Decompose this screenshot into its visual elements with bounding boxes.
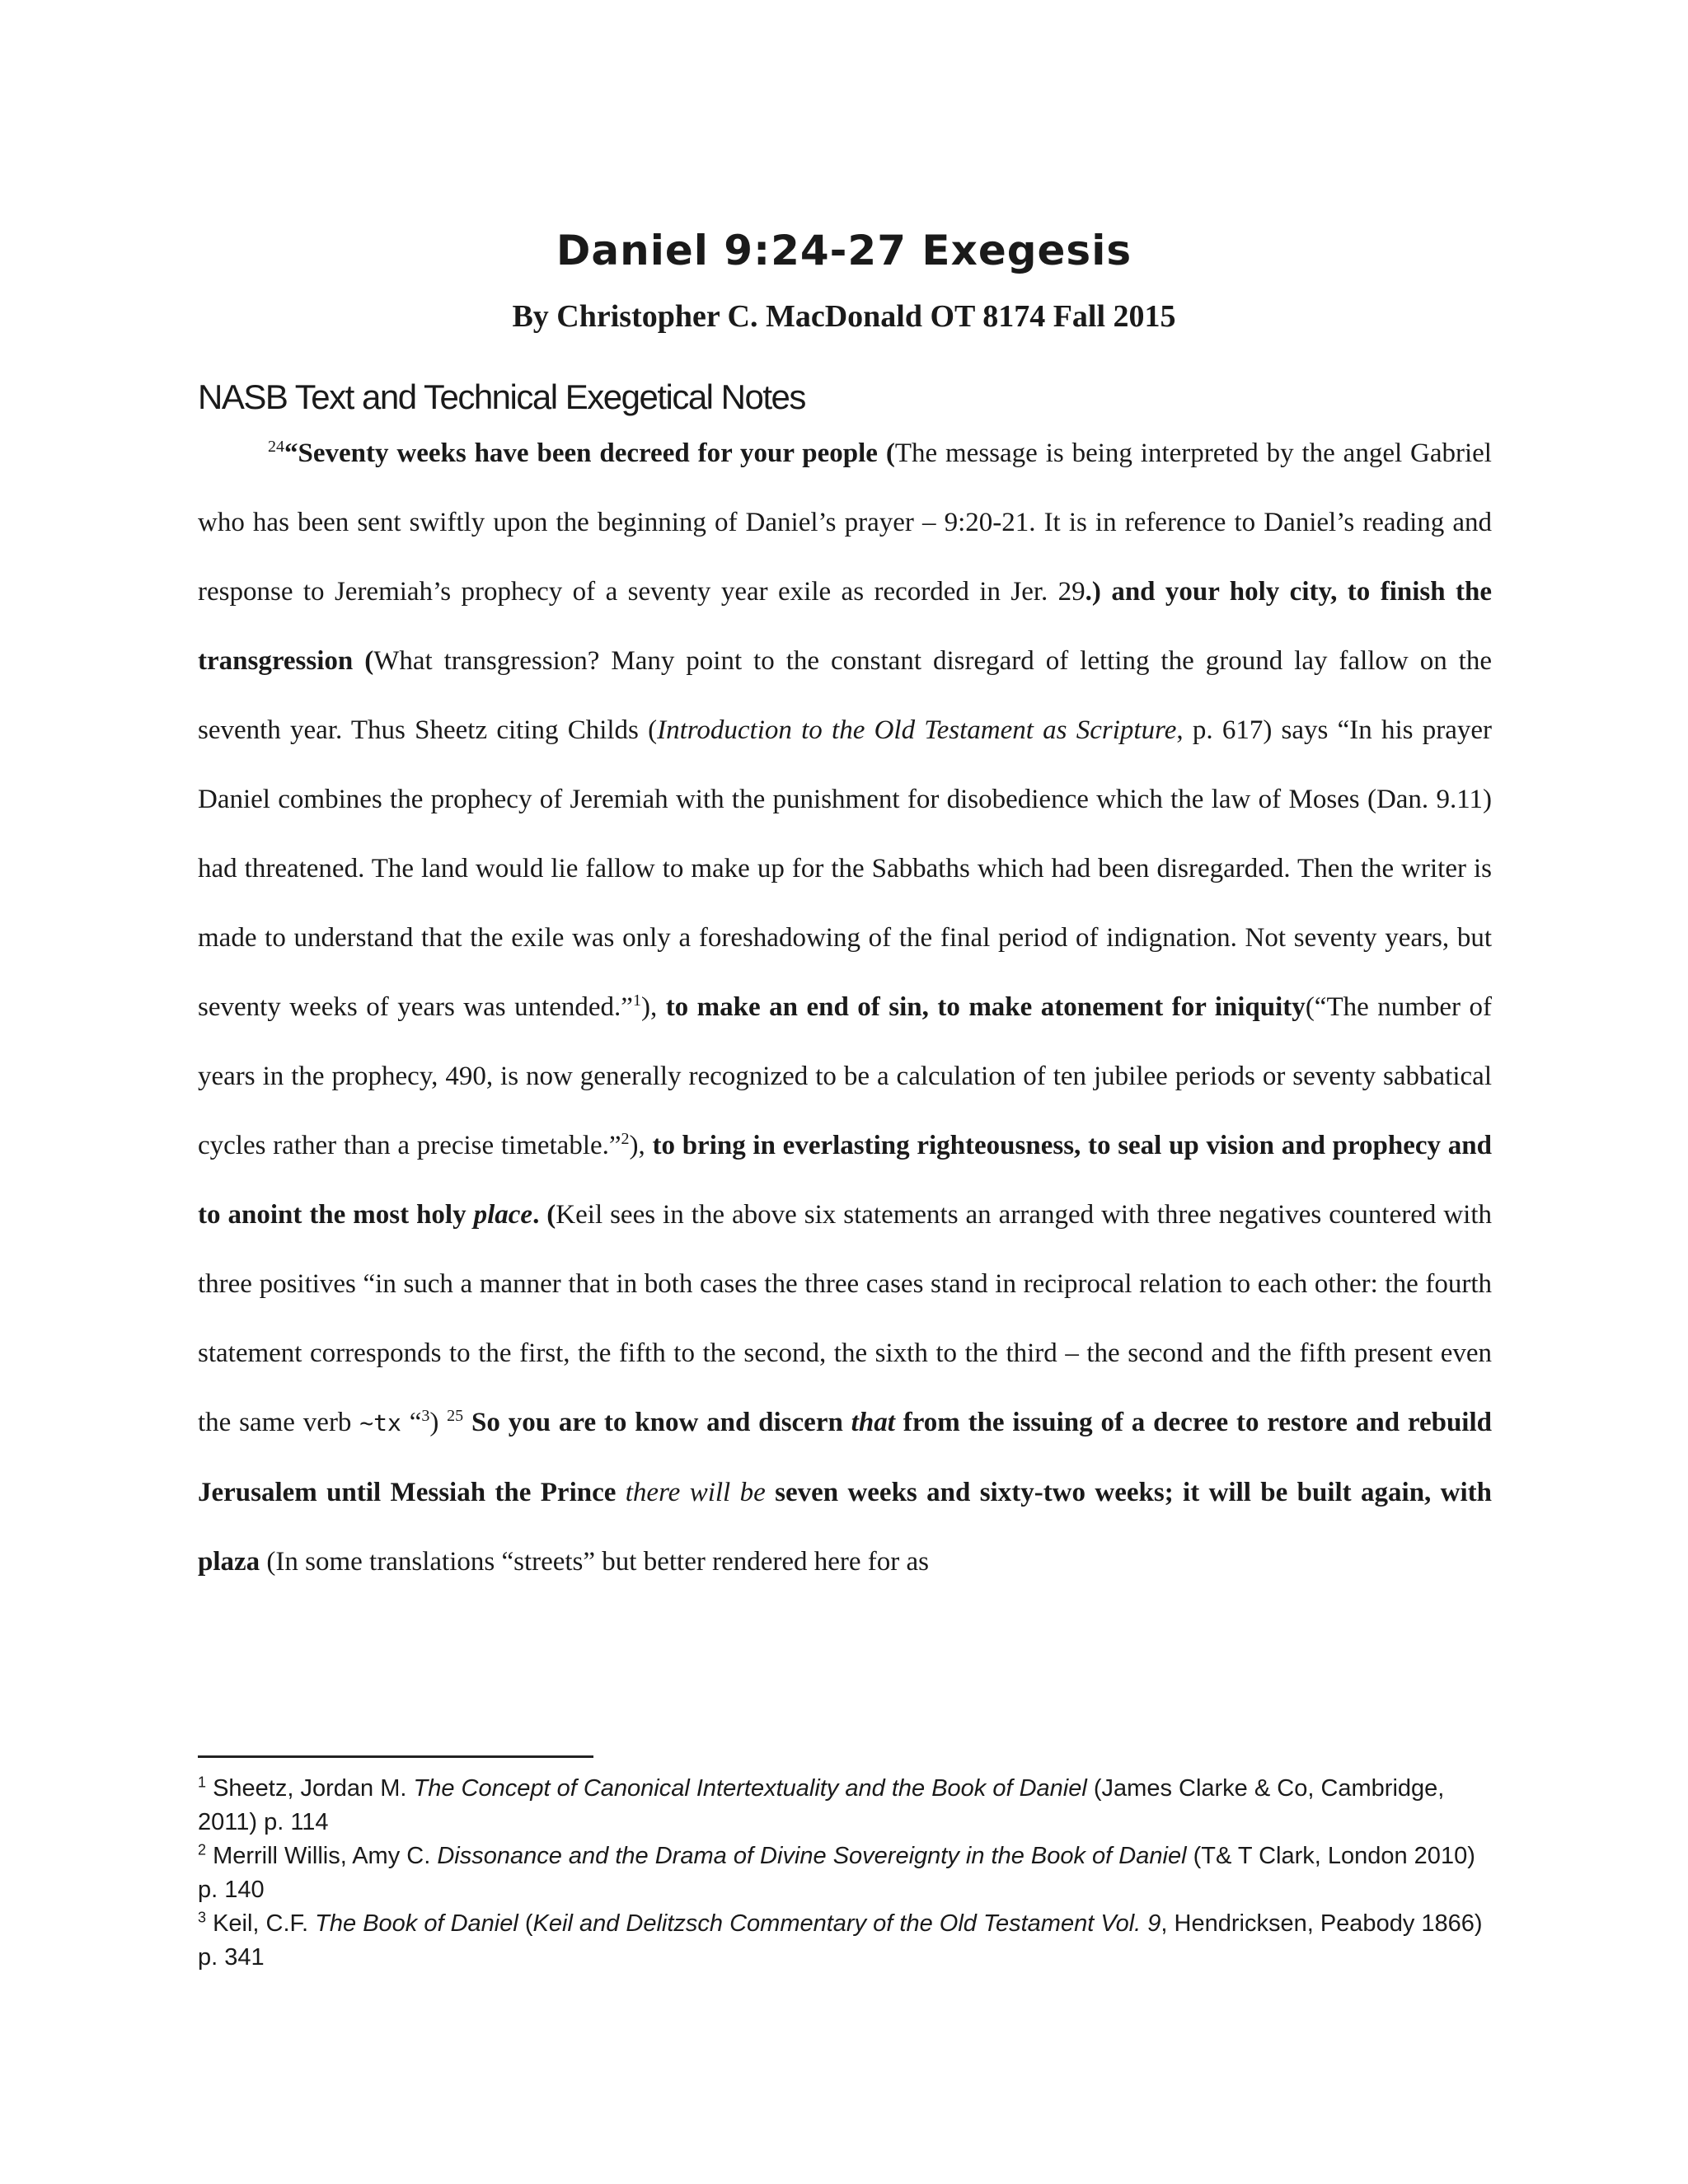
footnote-title: The Concept of Canonical Intertextuality and the Book of Daniel (413, 1775, 1087, 1802)
commentary-text: (“The number of years in the prophecy, 490, is now generally recognized to be a calculation of ten jubilee periods or seventy sabbatical cycles rather than a precise timetable.” (198, 992, 1493, 1160)
book-title: Introduction to the Old Testament as Scripture (657, 715, 1177, 745)
scripture-text: to bring in everlasting righteousness, to seal up vision and prophecy and to anoint the most holy (198, 1131, 1492, 1230)
footnote-publication: ( (518, 1910, 533, 1937)
document-title: Daniel 9:24-27 Exegesis (556, 227, 1132, 274)
scripture-italic: place (473, 1200, 533, 1230)
scripture-text: seven weeks and sixty-two weeks; it will be built again, with plaza (198, 1478, 1493, 1577)
footnote-ref-3[interactable]: 3 (421, 1407, 430, 1425)
commentary-text: “ (401, 1408, 422, 1437)
verse-number-25: 25 (447, 1407, 464, 1425)
footnote-title: Dissonance and the Drama of Divine Sovereignty in the Book of Daniel (437, 1843, 1187, 1869)
footnote-number: 2 (198, 1841, 207, 1858)
scripture-text: to make an end of sin, to make atonement for iniquity (657, 992, 1306, 1022)
footnote-number: 3 (198, 1909, 207, 1926)
footnote-publication: (James Clarke & Co, Cambridge, 2011) p. 114 (198, 1775, 1445, 1835)
commentary-text: , p. 617) says “In his prayer Daniel combines the prophecy of Jeremiah with the punishment for disobedience which the law of Moses (Dan. 9.11) had threatened. The land would lie fallow to make up for the Sabbaths which had been disregarded. Then the writer is made to understand that the exile was only a foreshadowing of the final period of indignation. Not seventy years, but seventy weeks of years was untended.” (198, 715, 1492, 1022)
scripture-text: from the issuing of a decree to restore and rebuild Jerusalem until Messiah the Prince (198, 1408, 1492, 1507)
scripture-italic: that (851, 1408, 895, 1437)
footnote-author: Sheetz, Jordan M. (206, 1775, 414, 1802)
scripture-italic: there will be (625, 1478, 766, 1507)
scripture-text: So you are to know and discern (463, 1408, 851, 1437)
footnote-author: Merrill Willis, Amy C. (206, 1843, 438, 1869)
commentary-text: Keil sees in the above six statements an arranged with three negatives countered with three positives “in such a manner that in both cases the three cases stand in reciprocal relation to each other: the fourth statement corresponds to the first, the fifth to the second, the sixth to the third – the second and the fifth present even the same verb (198, 1200, 1492, 1437)
footnote-publication: (T& T Clark, London 2010) p. 140 (198, 1843, 1475, 1903)
commentary-text: (In some translations “streets” but better rendered here for as (260, 1547, 930, 1577)
footnote-3 (198, 1907, 1492, 1975)
footnote-ref-2[interactable]: 2 (621, 1130, 630, 1148)
footnote-number: 1 (198, 1774, 207, 1791)
section-heading: NASB Text and Technical Exegetical Notes (198, 377, 805, 416)
commentary-text: The message is being interpreted by the angel Gabriel who has been sent swiftly upon the beginning of Daniel’s prayer – 9:20-21. It is in reference to Daniel’s reading and response to Jeremiah’s prophecy of a seventy year exile as recorded in Jer. 29 (198, 438, 1492, 607)
footnotes (198, 1772, 1492, 1975)
document-byline: By Christopher C. MacDonald OT 8174 Fall 2015 (512, 299, 1176, 334)
footnote-title: The Book of Daniel (315, 1910, 518, 1937)
commentary-text: What transgression? Many point to the constant disregard of letting the ground lay fallow on the seventh year. Thus Sheetz citing Childs ( (198, 646, 1492, 745)
hebrew-word: ~tx (359, 1409, 401, 1436)
commentary-text: ) (429, 1408, 448, 1437)
scripture-text: “Seventy weeks have been decreed for your people ( (284, 438, 895, 468)
commentary-text: ), (629, 1131, 653, 1160)
commentary-text: ), (640, 992, 658, 1022)
footnote-series: Keil and Delitzsch Commentary of the Old Testament Vol. 9 (532, 1910, 1161, 1937)
body-paragraph (198, 419, 1492, 1596)
verse-number-24: 24 (268, 438, 284, 456)
footnote-author: Keil, C.F. (206, 1910, 316, 1937)
footnote-ref-1[interactable]: 1 (632, 991, 641, 1010)
footnote-1 (198, 1772, 1492, 1840)
scripture-text: . ( (532, 1200, 556, 1230)
footnote-2 (198, 1840, 1492, 1907)
footnote-separator (198, 1755, 593, 1758)
footnote-publication: , Hendricksen, Peabody 1866) p. 341 (198, 1910, 1483, 1971)
scripture-text: .) and your holy city, to finish the transgression ( (198, 577, 1492, 676)
